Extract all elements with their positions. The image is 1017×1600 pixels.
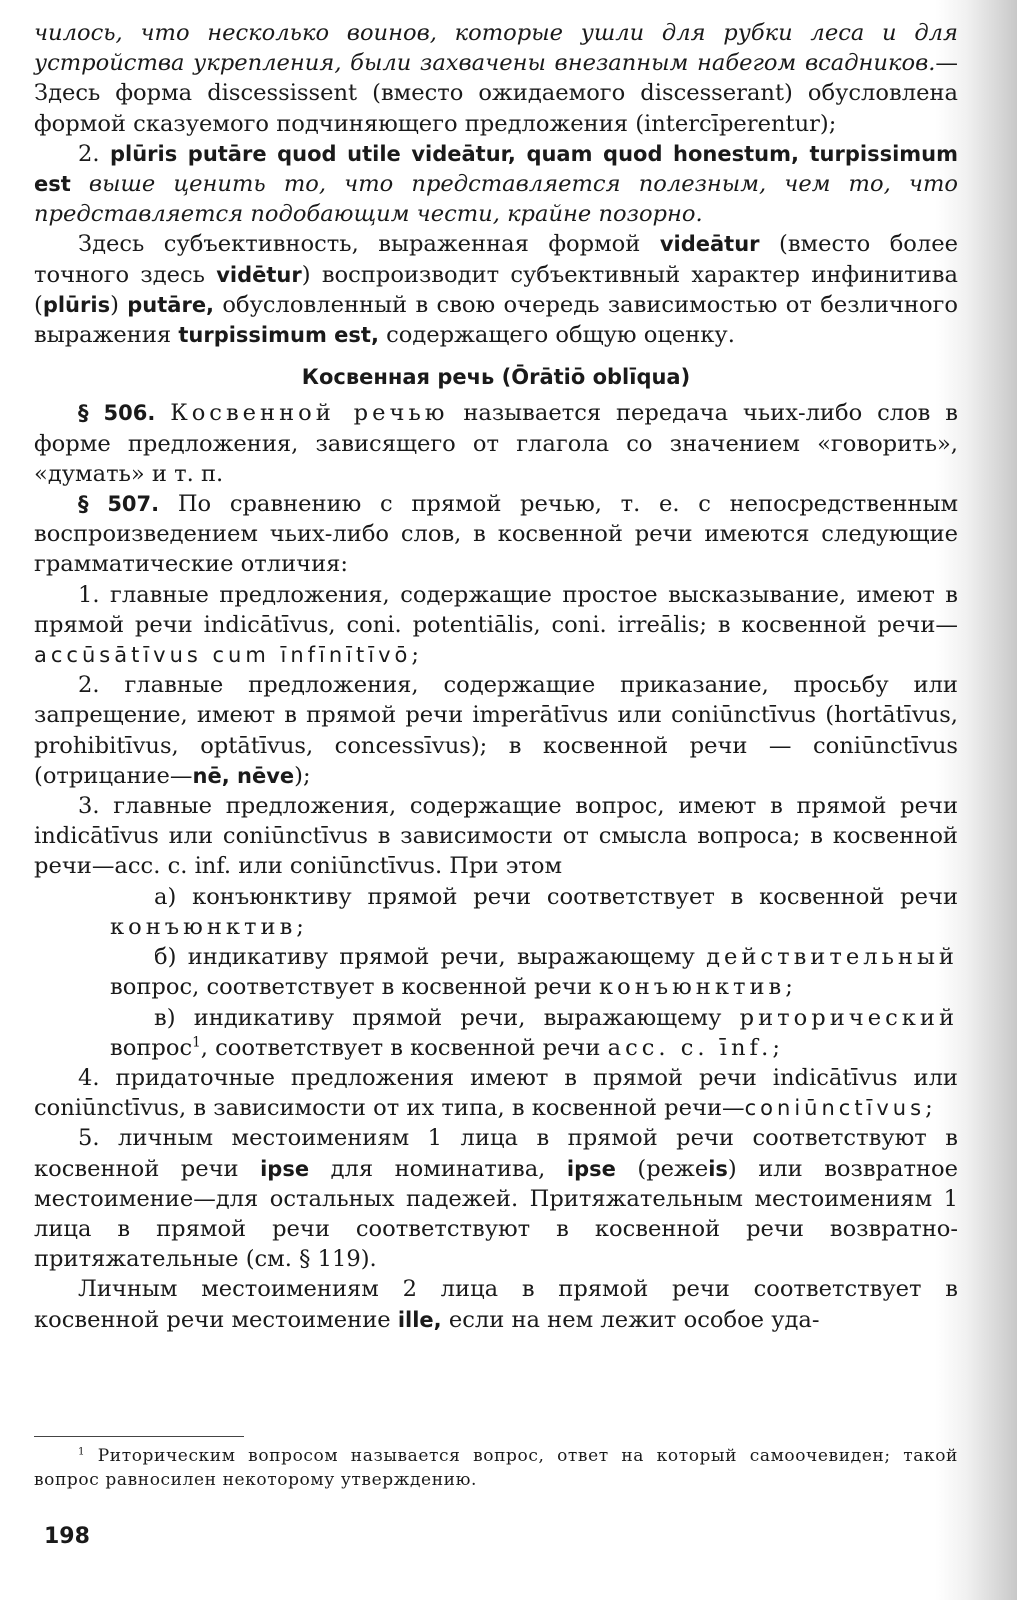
latin-word: ipse bbox=[566, 1156, 616, 1181]
spaced-term: конъюнктив bbox=[598, 974, 786, 1001]
spaced-term: риторический bbox=[739, 1004, 959, 1031]
list-item-4: 4. придаточные предложения имеют в прямой речи indicātīvus или coniūnctīvus, в зависимости от их типа, в косвенной речи—coniūnctīvus; bbox=[34, 1064, 958, 1122]
section-number: § 507. bbox=[78, 492, 160, 517]
latin-word: vidētur bbox=[216, 262, 302, 287]
paragraph-subjectivity: Здесь субъективность, выраженная формой videātur (вместо более точного здесь vidētur) воспроизводит субъективный характер инфинитива (plūris) putāre, обусловленный в свою очередь зависимостью от безличного выражения turpissimum est, содержащего общую оценку. bbox=[34, 231, 959, 349]
footnote-marker: 1 bbox=[192, 1034, 201, 1051]
section-heading: Косвенная речь (Ōrātiō oblīqua) bbox=[301, 365, 691, 390]
main-text bbox=[34, 18, 958, 1335]
footnote-marker: 1 bbox=[78, 1446, 86, 1458]
latin-word: plūris bbox=[42, 292, 111, 317]
example-2 bbox=[34, 139, 958, 230]
latin-word: nē, nēve bbox=[192, 763, 295, 788]
example-translation: выше ценить то, что представляется полезным, чем то, что представляется подобающим чести, крайне позорно. bbox=[34, 171, 958, 228]
latin-word: ipse bbox=[260, 1156, 310, 1181]
list-item-2: 2. главные предложения, содержащие приказание, просьбу или запрещение, имеют в прямой речи imperātīvus или coniūnctīvus (hortātīvus, prohibitīvus, optātīvus, concessīvus); в косвенной речи — coniūnctīvus (отрицание—nē, nēve); bbox=[34, 672, 958, 789]
sub-item-b: б) индикативу прямой речи, выражающему действительный вопрос, соответствует в косвенной речи конъюнктив; bbox=[110, 944, 958, 1001]
sub-item-a: а) конъюнктиву прямой речи соответствует в косвенной речи конъюнктив; bbox=[110, 883, 958, 940]
spaced-term: coniūnctīvus bbox=[744, 1096, 926, 1121]
spaced-term: accūsātīvus cum īnfīnītīvō bbox=[34, 643, 412, 668]
spaced-term: конъюнктив bbox=[110, 913, 297, 940]
section-506: § 506. Косвенной речью называется передача чьих-либо слов в форме предложения, зависящего от глагола со значением «говорить», «думать» и т. п. bbox=[34, 400, 958, 487]
paragraph-last: Личным местоимениям 2 лица в прямой речи соответствует в косвенной речи местоимение ille, если на нем лежит особое уда- bbox=[34, 1276, 958, 1333]
section-number: § 506. bbox=[78, 401, 156, 426]
footnote-divider bbox=[34, 1436, 244, 1437]
footnote-text: Риторическим вопросом называется вопрос, ответ на который самоочевиден; такой вопрос равносилен некоторому утверждению. bbox=[34, 1446, 958, 1490]
list-item-1: 1. главные предложения, содержащие простое высказывание, имеют в прямой речи indicātīvus, coni. potentiālis, coni. irreālis; в косвенной речи—accūsātīvus cum īnfīnītīvō; bbox=[34, 581, 958, 669]
spaced-term: Косвенной речью bbox=[170, 400, 449, 427]
list-item-3: 3. главные предложения, содержащие вопрос, имеют в прямой речи indicātīvus или coniūnctīvus в зависимости от смысла вопроса; в косвенной речи—acc. c. inf. или coniūnctīvus. При этом bbox=[34, 793, 958, 880]
page-number: 198 bbox=[44, 1524, 90, 1549]
sub-item-c: в) индикативу прямой речи, выражающему риторический вопрос$^1$, соответствует в косвенной речи acc. c. īnf.; bbox=[110, 1004, 959, 1061]
explanation: —Здесь форма discessissent (вместо ожидаемого discesserant) обусловлена формой сказуемого подчиняющего предложения (intercīperentur); bbox=[34, 50, 958, 137]
footnote bbox=[34, 1444, 958, 1492]
latin-word: videātur bbox=[659, 232, 760, 257]
latin-word: is bbox=[708, 1156, 728, 1181]
spaced-term: действительный bbox=[706, 944, 958, 971]
latin-word: turpissimum est, bbox=[178, 323, 379, 348]
paragraph-continuation bbox=[34, 18, 958, 139]
section-507: § 507. По сравнению с прямой речью, т. е. с непосредственным воспроизведением чьих-либо слов, в косвенной речи имеются следующие грамматические отличия: bbox=[34, 491, 959, 578]
latin-word: putāre, bbox=[127, 292, 215, 317]
latin-example: plūris putāre quod utile videātur, quam quod honestum, turpissimum est bbox=[34, 141, 958, 197]
example-translation: чилось, что несколько воинов, которые ушли для рубки леса и для устройства укрепления, были захвачены внезапным набегом всадников. bbox=[34, 20, 958, 77]
spaced-term: acc. c. īnf. bbox=[607, 1034, 773, 1061]
example-number: 2. bbox=[78, 140, 100, 167]
list-item-5: 5. личным местоимениям 1 лица в прямой речи соответствуют в косвенной речи ipse для номинатива, ipse (режеis) или возвратное местоимение—для остальных падежей. Притяжательным местоимениям 1 лица в прямой речи соответствуют в косвенной речи возвратно-притяжательные (см. § 119). bbox=[34, 1125, 959, 1273]
latin-word: ille, bbox=[397, 1307, 442, 1332]
